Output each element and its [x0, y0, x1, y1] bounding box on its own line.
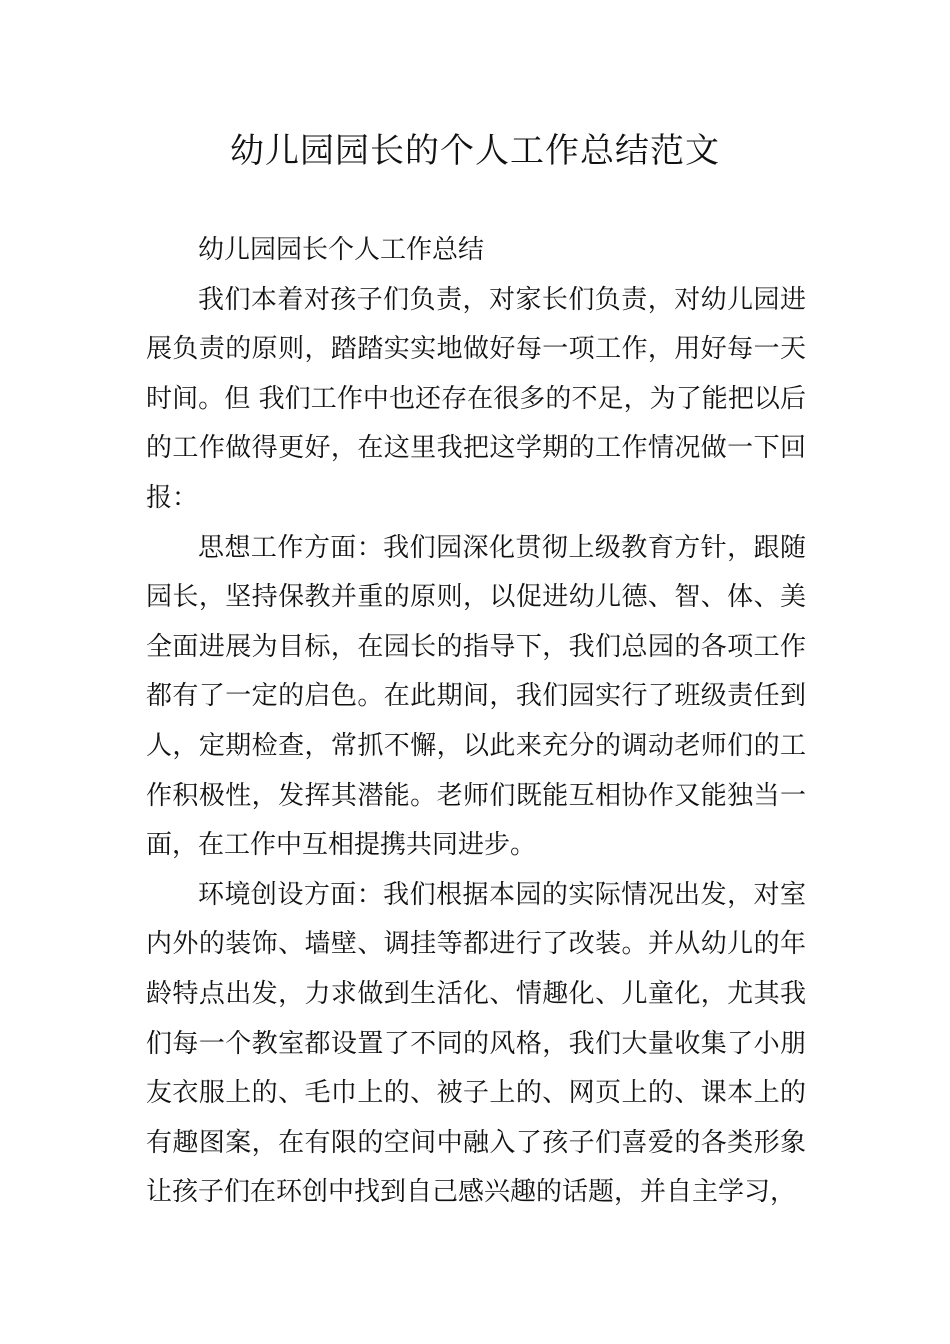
paragraph-thought-work: 思想工作方面：我们园深化贯彻上级教育方针，跟随园长，坚持保教并重的原则，以促进幼儿德、智、体、美全面进展为目标，在园长的指导下，我们总园的各项工作都有了一定的启色。在此期间，我们园实行了班级责任到人，定期检查，常抓不懈，以此来充分的调动老师们的工作积极性，发挥其潜能。老师们既能互相协作又能独当一面，在工作中互相提携共同进步。	[146, 532, 806, 861]
paragraph-environment: 环境创设方面：我们根据本园的实际情况出发，对室内外的装饰、墙壁、调挂等都进行了改装。并从幼儿的年龄特点出发，力求做到生活化、情趣化、儿童化，尤其我们每一个教室都设置了不同的风格，我们大量收集了小朋友衣服上的、毛巾上的、被子上的、网页上的、课本上的有趣图案，在有限的空间中融入了孩子们喜爱的各类形象让孩子们在环创中找到自己感兴趣的话题，并自主学习，	[146, 879, 806, 1208]
paragraph-subtitle: 幼儿园园长个人工作总结	[198, 235, 485, 265]
paragraph-intro: 我们本着对孩子们负责，对家长们负责，对幼儿园进展负责的原则，踏踏实实地做好每一项工作，用好每一天时间。但 我们工作中也还存在很多的不足，为了能把以后的工作做得更好，在这里我把这学期的工作情况做一下回报：	[146, 284, 806, 513]
document-body	[146, 226, 806, 1218]
document-title: 幼儿园园长的个人工作总结范文	[230, 131, 720, 171]
